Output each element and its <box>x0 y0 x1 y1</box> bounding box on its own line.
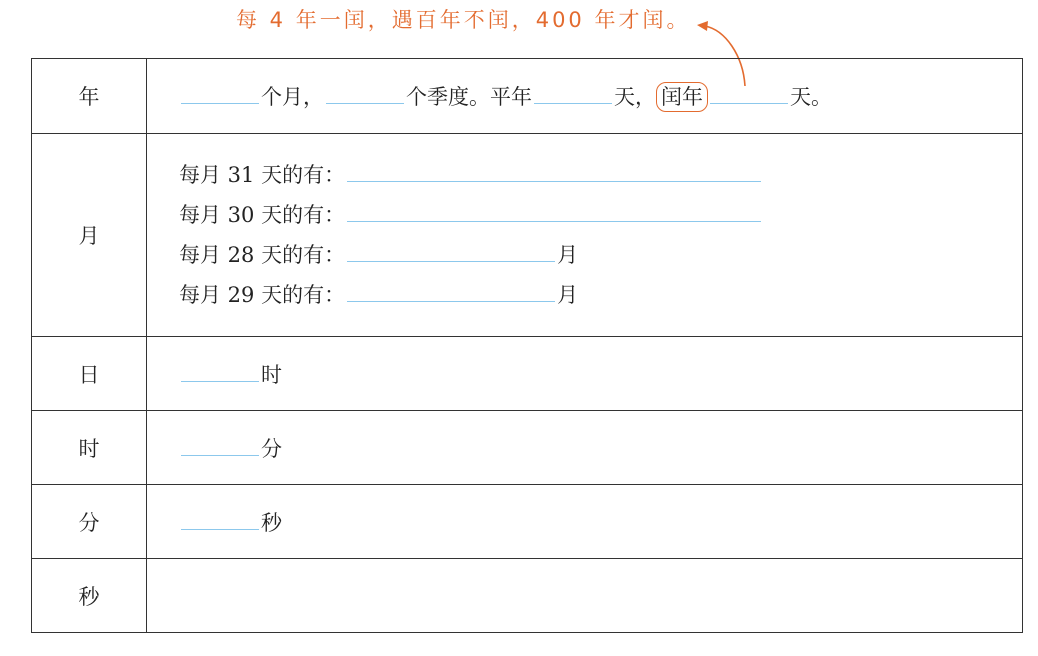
hour-content <box>147 411 1023 485</box>
year-text-days: 天， <box>614 84 656 109</box>
second-content <box>147 559 1023 633</box>
month-31-blank[interactable] <box>347 159 761 182</box>
year-text-quarters: 个季度。平年 <box>406 84 532 109</box>
quarters-per-year-blank[interactable] <box>326 81 404 104</box>
month-29-suffix: 月 <box>557 283 579 307</box>
day-suffix: 时 <box>261 362 282 387</box>
table-row-year <box>32 59 1023 134</box>
minute-content <box>147 485 1023 559</box>
month-29-blank[interactable] <box>347 279 555 302</box>
minutes-per-hour-blank[interactable] <box>181 433 259 456</box>
month-31-label: 每月 31 天的有： <box>179 163 346 187</box>
table-row-second <box>32 559 1023 633</box>
year-text-months: 个月， <box>261 84 324 109</box>
minute-suffix: 秒 <box>261 510 282 535</box>
common-year-days-blank[interactable] <box>534 81 612 104</box>
year-text-days-end: 天。 <box>790 84 832 109</box>
unit-label-minute: 分 <box>32 485 147 559</box>
leap-year-days-blank[interactable] <box>710 81 788 104</box>
day-content <box>147 337 1023 411</box>
time-units-table <box>31 58 1023 633</box>
leap-year-rule-note: 每 4 年一闰，遇百年不闰，400 年才闰。 <box>236 8 691 32</box>
unit-label-second: 秒 <box>32 559 147 633</box>
unit-label-hour: 时 <box>32 411 147 485</box>
table-row-month <box>32 134 1023 337</box>
hours-per-day-blank[interactable] <box>181 359 259 382</box>
month-30-blank[interactable] <box>347 199 761 222</box>
table-row-minute <box>32 485 1023 559</box>
month-28-blank[interactable] <box>347 239 555 262</box>
unit-label-month: 月 <box>32 134 147 337</box>
hour-suffix: 分 <box>261 436 282 461</box>
leap-year-label: 闰年 <box>656 82 708 112</box>
table-row-hour <box>32 411 1023 485</box>
months-per-year-blank[interactable] <box>181 81 259 104</box>
month-30-label: 每月 30 天的有： <box>179 203 346 227</box>
seconds-per-minute-blank[interactable] <box>181 507 259 530</box>
month-29-label: 每月 29 天的有： <box>179 283 346 307</box>
month-28-suffix: 月 <box>557 243 579 267</box>
table-row-day <box>32 337 1023 411</box>
unit-label-day: 日 <box>32 337 147 411</box>
month-28-label: 每月 28 天的有： <box>179 243 346 267</box>
unit-label-year: 年 <box>32 59 147 134</box>
month-content <box>147 134 1023 337</box>
year-content <box>147 59 1023 134</box>
